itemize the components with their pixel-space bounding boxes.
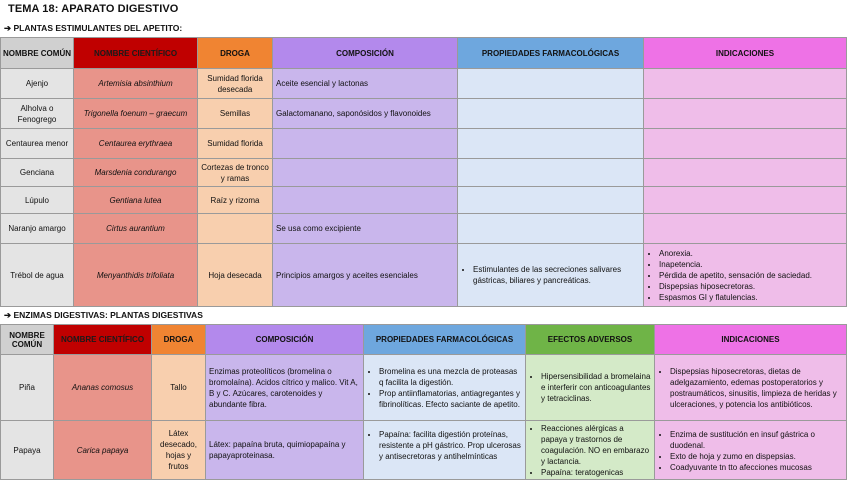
list-item: • Coadyuvante tn tto afecciones mucosas — [670, 462, 843, 473]
cell-name: Piña — [1, 355, 54, 421]
cell-comp: Principios amargos y aceites esenciales — [273, 244, 458, 307]
section-heading-enzimas: ➔ ENZIMAS DIGESTIVAS: PLANTAS DIGESTIVAS — [4, 310, 203, 320]
table-row — [1, 99, 847, 129]
list-item: • Dispepsias hiposecretoras. — [659, 281, 843, 292]
list-item: • Bromelina es una mezcla de proteasas q facilita la digestión. — [379, 366, 522, 388]
table-header-row — [1, 38, 847, 69]
cell-sci: Cirtus aurantium — [74, 214, 198, 244]
header-propiedades: PROPIEDADES FARMACOLÓGICAS — [364, 325, 526, 355]
cell-comp: Enzimas proteolíticos (bromelina o bromolaína). Acidos cítrico y malico. Vit A, B y C. Azúcares, carotenoides y abundante fibra. — [206, 355, 364, 421]
list-item: • Inapetencia. — [659, 259, 843, 270]
cell-prop — [458, 69, 644, 99]
cell-ind — [655, 355, 847, 421]
table-row — [1, 69, 847, 99]
list-item: • Papaína: teratogenicas — [541, 467, 651, 478]
cell-ind — [644, 159, 847, 187]
header-indicaciones: INDICACIONES — [655, 325, 847, 355]
table-row — [1, 129, 847, 159]
cell-sci: Centaurea erythraea — [74, 129, 198, 159]
cell-comp — [273, 129, 458, 159]
cell-comp — [273, 159, 458, 187]
cell-drug: Sumidad florida — [198, 129, 273, 159]
cell-sci: Gentiana lutea — [74, 187, 198, 214]
cell-drug: Semillas — [198, 99, 273, 129]
header-indicaciones: INDICACIONES — [644, 38, 847, 69]
table-row — [1, 187, 847, 214]
list-item: • Hipersensibilidad a bromelaina e interferir con anticoagulantes y tetraciclinas. — [541, 371, 651, 404]
list-item: • Pérdida de apetito, sensación de saciedad. — [659, 270, 843, 281]
cell-prop — [458, 159, 644, 187]
cell-name: Naranjo amargo — [1, 214, 74, 244]
header-composicion: COMPOSICIÓN — [273, 38, 458, 69]
cell-prop — [458, 129, 644, 159]
cell-comp: Aceite esencial y lactonas — [273, 69, 458, 99]
cell-name: Papaya — [1, 421, 54, 480]
cell-drug: Sumidad florida desecada — [198, 69, 273, 99]
cell-drug: Hoja desecada — [198, 244, 273, 307]
cell-prop — [364, 421, 526, 480]
cell-ind — [644, 187, 847, 214]
table-estimulantes-apetito — [0, 37, 847, 307]
cell-drug — [198, 214, 273, 244]
cell-ind — [644, 214, 847, 244]
cell-ind — [644, 129, 847, 159]
cell-sci: Ananas comosus — [54, 355, 152, 421]
cell-name: Ajenjo — [1, 69, 74, 99]
cell-prop — [364, 355, 526, 421]
cell-sci: Trigonella foenum – graecum — [74, 99, 198, 129]
table-row — [1, 244, 847, 307]
cell-prop — [458, 99, 644, 129]
table-enzimas-digestivas — [0, 324, 847, 480]
list-item: • Estimulantes de las secreciones salivares gástricas, biliares y pancreáticas. — [473, 264, 640, 286]
cell-ind — [655, 421, 847, 480]
cell-comp: Galactomanano, saponósidos y flavonoides — [273, 99, 458, 129]
cell-adv — [526, 355, 655, 421]
cell-prop — [458, 214, 644, 244]
cell-sci: Carica papaya — [54, 421, 152, 480]
table-row — [1, 421, 847, 480]
list-item: • Anorexia. — [659, 248, 843, 259]
table-row — [1, 355, 847, 421]
list-item: • Dispepsias hiposecretoras, dietas de adelgazamiento, edemas postoperatorios y postraumáticos, sinusitis, limpieza de heridas y ulceraciones, y potencia los antibióticos. — [670, 366, 843, 410]
header-composicion: COMPOSICIÓN — [206, 325, 364, 355]
cell-prop — [458, 244, 644, 307]
cell-ind — [644, 244, 847, 307]
table-row — [1, 214, 847, 244]
list-item: • Enzima de sustitución en insuf gástrica o duodenal. — [670, 429, 843, 451]
header-nombre-comun: NOMBRE COMÚN — [1, 325, 54, 355]
cell-sci: Marsdenia condurango — [74, 159, 198, 187]
header-droga: DROGA — [198, 38, 273, 69]
list-item: • Reacciones alérgicas a papaya y trastornos de coagulación. NO en embarazo y lactancia. — [541, 423, 651, 467]
cell-adv — [526, 421, 655, 480]
cell-name: Alholva o Fenogrego — [1, 99, 74, 129]
cell-name: Trébol de agua — [1, 244, 74, 307]
cell-drug: Cortezas de tronco y ramas — [198, 159, 273, 187]
table-header-row — [1, 325, 847, 355]
cell-ind — [644, 99, 847, 129]
header-droga: DROGA — [152, 325, 206, 355]
cell-name: Centaurea menor — [1, 129, 74, 159]
table-row — [1, 159, 847, 187]
header-nombre-comun: NOMBRE COMÚN — [1, 38, 74, 69]
list-item: • Papaína: facilita digestión proteínas, resistente a pH gástrico. Prop ulcerosas y antisecretoras y antihelmínticas — [379, 429, 522, 462]
header-efectos-adversos: EFECTOS ADVERSOS — [526, 325, 655, 355]
cell-drug: Tallo — [152, 355, 206, 421]
page-title: TEMA 18: APARATO DIGESTIVO — [8, 3, 179, 15]
cell-drug: Látex desecado, hojas y frutos — [152, 421, 206, 480]
cell-name: Lúpulo — [1, 187, 74, 214]
list-item: • Exto de hoja y zumo en dispepsias. — [670, 451, 843, 462]
section-heading-apetito: ➔ PLANTAS ESTIMULANTES DEL APETITO: — [4, 23, 183, 33]
cell-comp: Látex: papaína bruta, quimiopapaína y papayaproteinasa. — [206, 421, 364, 480]
cell-comp — [273, 187, 458, 214]
cell-prop — [458, 187, 644, 214]
header-propiedades: PROPIEDADES FARMACOLÓGICAS — [458, 38, 644, 69]
cell-comp: Se usa como excipiente — [273, 214, 458, 244]
cell-drug: Raíz y rizoma — [198, 187, 273, 214]
cell-ind — [644, 69, 847, 99]
cell-sci: Menyanthidis trifoliata — [74, 244, 198, 307]
header-nombre-cientifico: NOMBRE CIENTÍFICO — [74, 38, 198, 69]
list-item: • Espasmos GI y flatulencias. — [659, 292, 843, 303]
cell-name: Genciana — [1, 159, 74, 187]
cell-sci: Artemisia absinthium — [74, 69, 198, 99]
list-item: • Prop antiinflamatorias, antiagregantes y fibrinolíticas. Efecto saciante de apetito. — [379, 388, 522, 410]
header-nombre-cientifico: NOMBRE CIENTÍFICO — [54, 325, 152, 355]
